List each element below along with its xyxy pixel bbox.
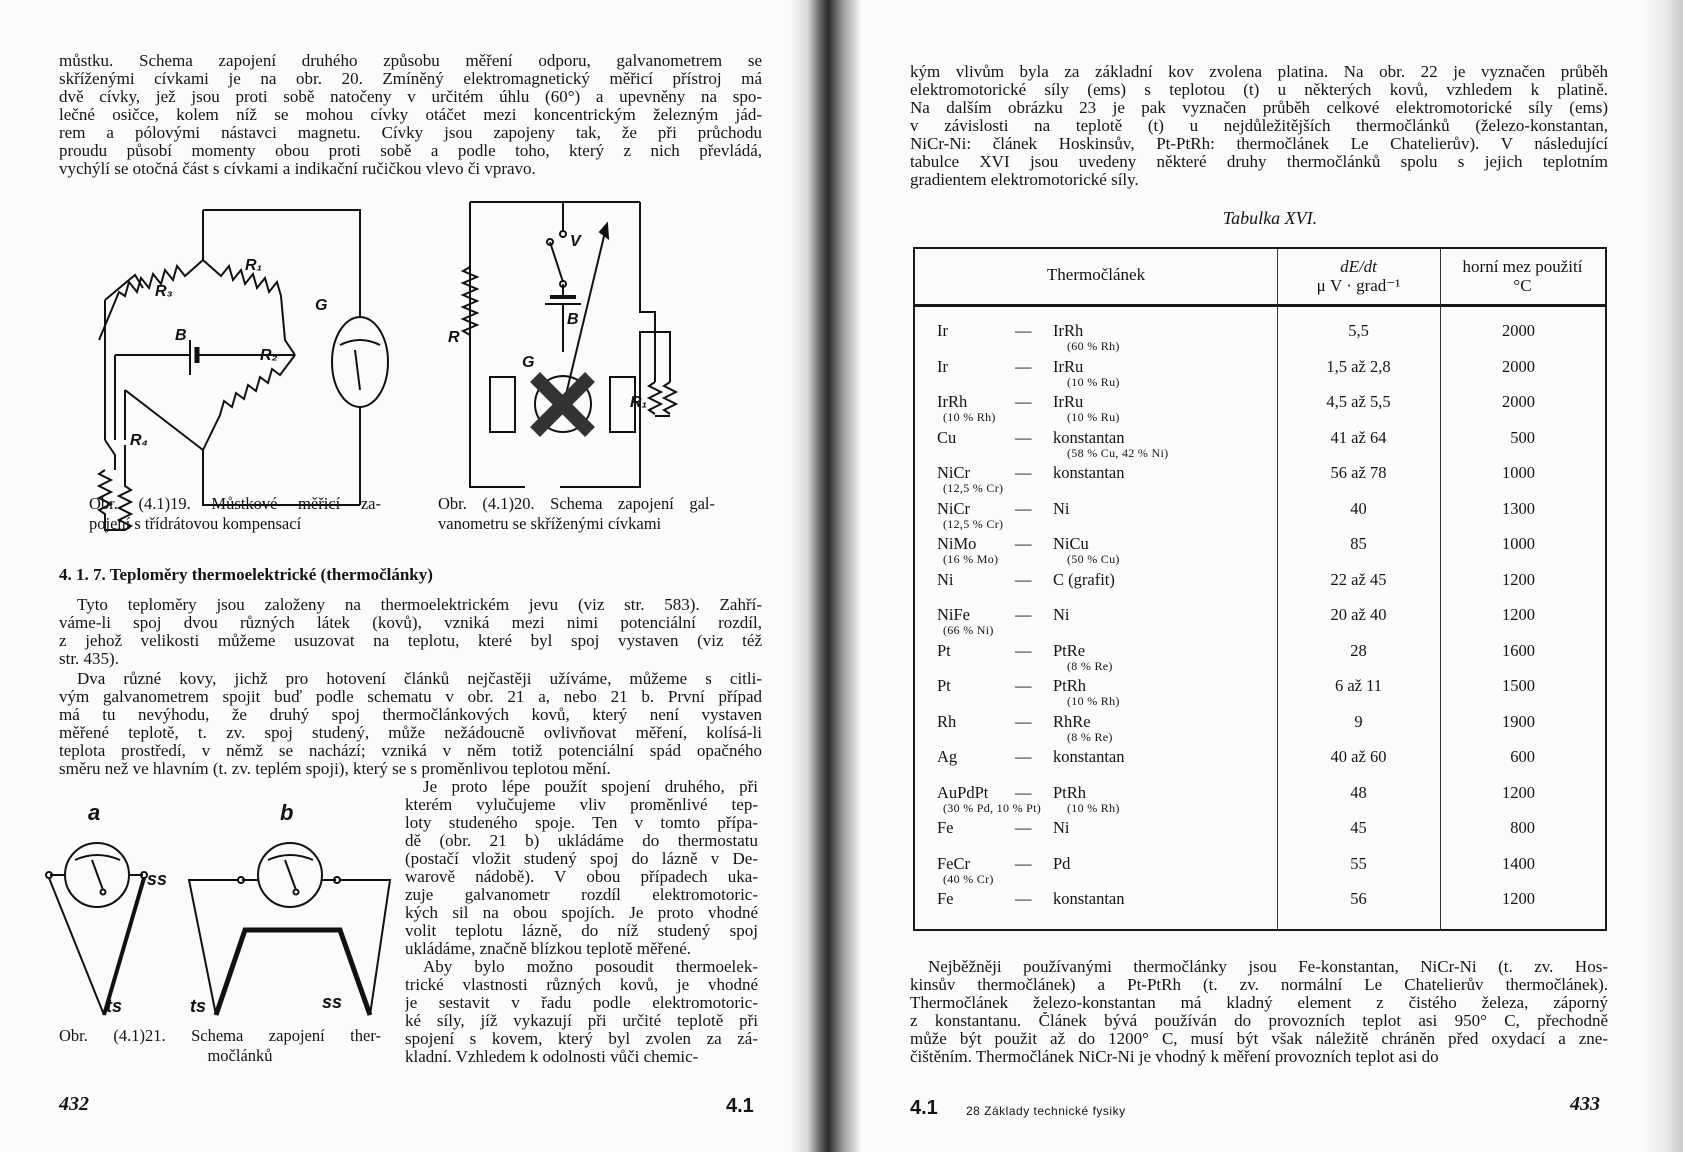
label-r: R: [448, 329, 460, 346]
text-line: z konstantanu. Článek bývá používán do provozních teplot asi 950° C, přechodně: [910, 1012, 1608, 1030]
metal-b-note: (58 % Cu, 42 % Ni): [1067, 445, 1169, 460]
dash: —: [1015, 427, 1032, 447]
text-line: Obr. (4.1)19. Můstkové měřicí za-: [89, 494, 381, 513]
paragraph-1: [59, 596, 762, 668]
text-line: z jehož velikosti můžeme usuzovat na teplotu, které byl spoj vystaven (viz též: [59, 632, 762, 650]
right-outro-paragraph: [910, 958, 1608, 1066]
metal-a: Pt: [937, 640, 951, 660]
metal-b: RhRe: [1053, 711, 1091, 731]
page-edge-shadow: [1643, 0, 1683, 1152]
metal-b-note: (10 % Ru): [1067, 374, 1120, 389]
dash: —: [1015, 356, 1032, 376]
dash: —: [1015, 782, 1032, 802]
max-temp-value: 1400: [1502, 853, 1535, 873]
dedt-value: 55: [1350, 853, 1367, 873]
right-intro-paragraph: [910, 63, 1608, 189]
text-line: je sestavit v řadu podle elektromotoric-: [405, 994, 758, 1012]
text-line: vychýlí se otočná část s cívkami a indikační ručičkou vlevo či vpravo.: [59, 160, 536, 178]
figure-20-caption: [438, 494, 715, 534]
table-row: [915, 321, 1605, 357]
dedt-value: 22 až 45: [1330, 569, 1387, 589]
text-line: gradientem elektromotorické síly.: [910, 171, 1139, 189]
metal-b-note: (50 % Cu): [1067, 552, 1120, 566]
metal-b: NiCu: [1053, 534, 1089, 553]
metal-b: Ni: [1053, 498, 1070, 518]
metal-b: Ni: [1053, 605, 1070, 624]
dash: —: [1015, 711, 1032, 731]
max-temp-value: 1900: [1502, 711, 1535, 731]
table-row: [915, 605, 1605, 641]
text-line: ukládáme, značně blízkou teplotě měřené.: [405, 940, 692, 958]
label-ss-b: ss: [322, 992, 343, 1012]
metal-a-note: (12,5 % Cr): [943, 481, 1004, 495]
header-dedt-line2: μ V · grad⁻¹: [1316, 276, 1401, 295]
dedt-value: 45: [1350, 818, 1367, 837]
metal-a: Fe: [937, 818, 954, 837]
dash: —: [1015, 605, 1032, 624]
text-line: čištěním. Thermočlánek NiCr-Ni je vhodný k měření provozních teplot asi do: [910, 1048, 1439, 1066]
max-temp-value: 1300: [1502, 498, 1535, 518]
text-line: kým vlivům byla za základní kov zvolena platina. Na obr. 22 je vyznačen průběh: [910, 63, 1608, 81]
max-temp-value: 2000: [1502, 321, 1535, 340]
resistor-r2: [203, 355, 295, 450]
dash: —: [1015, 534, 1032, 553]
metal-a: Fe: [937, 889, 954, 908]
metal-b: Pd: [1053, 853, 1071, 873]
text-line: směru než ve hlavním (t. zv. teplém spoji), který se s proměnlivou teplotou mění.: [59, 760, 611, 778]
metal-b-note: (60 % Rh): [1067, 339, 1120, 353]
galvanometer-g: [332, 317, 388, 407]
metal-a: NiCr: [937, 498, 970, 518]
max-temp-value: 1000: [1502, 534, 1535, 553]
dedt-value: 56: [1350, 889, 1367, 908]
metal-a: Ir: [937, 356, 948, 376]
text-line: spojení s kovem, který byl zvolen za zá-: [405, 1030, 758, 1048]
dedt-value: 40: [1350, 498, 1367, 518]
figure-20-crossed-coil-galvanometer: [448, 202, 720, 492]
max-temp-value: 1500: [1502, 676, 1535, 695]
metal-b: PtRh: [1053, 676, 1087, 695]
text-line: měřené teplotě, t. zv. spoj studený, může nežádoucně ovlivňovat měření, kolísá-li: [59, 724, 762, 742]
label-g: G: [315, 297, 328, 314]
text-line: kých sil na obou spojích. Je proto vhodné: [405, 904, 758, 922]
text-line: str. 435).: [59, 650, 119, 668]
text-line: volit teplotu lázně, do níž studený spoj: [405, 922, 758, 940]
text-line: kterém vylučujeme vliv proměnlivé tep-: [405, 796, 758, 814]
metal-b: IrRu: [1053, 356, 1084, 376]
metal-b: Ni: [1053, 818, 1070, 837]
dedt-value: 40 až 60: [1330, 747, 1387, 766]
dash: —: [1015, 463, 1032, 482]
text-line: močlánků: [207, 1046, 273, 1065]
header-dedt: [1277, 257, 1440, 295]
text-line: můstku. Schema zapojení druhého způsobu měření odporu, galvanometrem se: [59, 52, 762, 70]
metal-b: C (grafit): [1053, 569, 1115, 589]
metal-b: konstantan: [1053, 463, 1125, 482]
label-b: B: [175, 327, 187, 344]
book-spine-shadow: [790, 0, 860, 1152]
figure-19-bridge-circuit: [85, 200, 445, 490]
text-line: warově nádobě). V obou případech uka-: [405, 868, 758, 886]
text-line: lečné osičce, kolem níž se mohou cívky otáčet mezi koncentrickým železným jád-: [59, 106, 762, 124]
metal-b-note: (10 % Rh): [1067, 694, 1120, 708]
text-line: Tyto teploměry jsou založeny na thermoelektrickém jevu (viz str. 583). Zahří-: [77, 596, 762, 614]
table-row: [915, 570, 1605, 606]
dedt-value: 41 až 64: [1330, 427, 1387, 447]
header-thermocouple: Thermočlánek: [1046, 265, 1146, 284]
max-temp-value: 800: [1510, 818, 1535, 837]
max-temp-value: 1200: [1502, 605, 1535, 624]
figure-19-caption: [89, 494, 381, 534]
label-ts-a: ts: [106, 996, 123, 1016]
text-line: vým galvanometrem spojit buď podle schematu v obr. 21 a, nebo 21 b. První případ: [59, 688, 762, 706]
text-line: Je proto lépe použít spojení druhého, při: [423, 778, 758, 796]
metal-a: Ir: [937, 321, 948, 340]
text-line: (postačí vložit studený spoj do lázně v De-: [405, 850, 758, 868]
text-line: rem a pólovými nástavci magnetu. Cívky jsou zapojeny tak, že při průchodu: [59, 124, 762, 142]
metal-a: FeCr: [937, 853, 970, 873]
left-intro-paragraph: [59, 52, 762, 178]
paragraph-column: [405, 778, 758, 1066]
label-b: B: [567, 311, 579, 328]
dash: —: [1015, 818, 1032, 837]
table-row: [915, 889, 1605, 925]
dedt-value: 4,5 až 5,5: [1326, 392, 1391, 411]
max-temp-value: 500: [1510, 427, 1535, 447]
label-r1: R₁: [630, 394, 648, 411]
text-line: Dva různé kovy, jichž pro hotovení článků nejčastěji užíváme, můžeme s citli-: [77, 670, 762, 688]
dedt-value: 1,5 až 2,8: [1326, 356, 1391, 376]
figure-21-thermocouple-schemes: [40, 790, 400, 1030]
dash: —: [1015, 853, 1032, 873]
metal-b: konstantan: [1053, 427, 1125, 447]
label-r3: R₃: [155, 283, 173, 300]
text-line: kladní. Vzhledem k odolnosti vůči chemic-: [405, 1048, 699, 1066]
metal-b: IrRu: [1053, 392, 1084, 411]
metal-a-note: (10 % Rh): [943, 410, 996, 424]
text-line: v závislosti na teplotě (t) u nejdůležitějších thermočlánků (železo-konstantan,: [910, 117, 1608, 135]
metal-b: konstantan: [1053, 747, 1125, 766]
text-line: NiCr-Ni: článek Hoskinsův, Pt-PtRh: thermočlánek Le Chatelierův). V následující: [910, 135, 1608, 153]
dedt-value: 20 až 40: [1330, 605, 1387, 624]
metal-a: Cu: [937, 427, 957, 447]
text-line: Na dalším obrázku 23 je pak vyznačen průběh celkové elektromotorické síly (ems): [910, 99, 1608, 117]
section-mark-left: 4.1: [726, 1095, 754, 1117]
text-line: Aby bylo možno posoudit thermoelek-: [423, 958, 758, 976]
table-row: [915, 392, 1605, 428]
running-footer: 28 Základy technické fysiky: [966, 1104, 1126, 1118]
text-line: kinsův thermočlánek) a Pt-PtRh (t. zv. normální Le Chatelierův thermočlánek).: [910, 976, 1608, 994]
wire: [470, 202, 525, 487]
text-line: skříženými cívkami je na obr. 20. Zmíněný elektromagnetický měřicí přístroj má: [59, 70, 762, 88]
header-dedt-line1: dE/dt: [1340, 257, 1377, 276]
text-line: proudu působí momenty obou proti sobě a podle toho, který z nich převládá,: [59, 142, 762, 160]
metal-a: Ag: [937, 747, 958, 766]
resistor-r1: [203, 260, 295, 355]
text-line: pojení s třídrátovou kompensací: [89, 514, 302, 533]
dedt-value: 5,5: [1348, 321, 1369, 340]
label-g: G: [522, 354, 535, 371]
text-line: váme-li spoj dvou různých látek (kovů), vzniká mezi nimi potenciální rozdíl,: [59, 614, 762, 632]
text-line: loty studeného spoje. Ten v tomto přípa-: [405, 814, 758, 832]
max-temp-value: 2000: [1502, 356, 1535, 376]
metal-b: IrRh: [1053, 321, 1084, 340]
text-line: elektromotorické síly (ems) s teplotou (t) u některých kovů, vzhledem k platině.: [910, 81, 1608, 99]
header-max-temp: [1440, 257, 1605, 295]
label-b: b: [280, 800, 294, 825]
dedt-value: 6 až 11: [1334, 676, 1383, 695]
text-line: může být použit až do 1200° C, musí být však náležitě chráněn před oxydací a zne-: [910, 1030, 1608, 1048]
dash: —: [1015, 676, 1032, 695]
text-line: zuje galvanometr rozdíl elektromotoric-: [405, 886, 758, 904]
text-line: Nejběžněji používanými thermočlánky jsou Fe-konstantan, NiCr-Ni (t. zv. Hos-: [928, 958, 1608, 976]
metal-a-note: (66 % Ni): [943, 623, 994, 637]
metal-b-note: (10 % Ru): [1067, 410, 1120, 424]
label-r1: R₁: [245, 257, 263, 274]
label-r2: R₂: [260, 347, 278, 364]
max-temp-value: 1000: [1502, 463, 1535, 482]
text-line: má tu nevýhodu, že druhý spoj thermočlánkových kovů, který není vystaven: [59, 706, 762, 724]
text-line: Obr. (4.1)20. Schema zapojení gal-: [438, 494, 715, 513]
table-xvi: [913, 247, 1607, 931]
page-number-left: 432: [59, 1093, 89, 1115]
metal-a: Rh: [937, 711, 957, 731]
paragraph-2: [59, 670, 762, 778]
table-row: [915, 783, 1605, 819]
metal-a: NiFe: [937, 605, 970, 624]
resistor-r3: [99, 260, 203, 340]
table-row: [915, 357, 1605, 393]
metal-a-note: (40 % Cr): [943, 871, 994, 886]
dash: —: [1015, 392, 1032, 411]
dash: —: [1015, 569, 1032, 589]
max-temp-value: 600: [1510, 747, 1535, 766]
metal-b-note: (8 % Re): [1067, 658, 1113, 673]
metal-b-note: (10 % Rh): [1067, 800, 1120, 815]
table-row: [915, 854, 1605, 890]
text-line: teplota prostředí, v němž se nachází; vzniká v něm totiž potenciální spád opačného: [59, 742, 762, 760]
dedt-value: 28: [1350, 640, 1367, 660]
table-caption: Tabulka XVI.: [1222, 208, 1318, 228]
max-temp-value: 1200: [1502, 569, 1535, 589]
table-row: [915, 428, 1605, 464]
label-a: a: [88, 800, 101, 825]
metal-b: PtRe: [1053, 640, 1086, 660]
table-row: [915, 499, 1605, 535]
dedt-value: 48: [1350, 782, 1367, 802]
label-ts-b: ts: [190, 996, 207, 1016]
header-max-line2: °C: [1513, 276, 1532, 295]
metal-b-note: (8 % Re): [1067, 729, 1113, 744]
table-row: [915, 676, 1605, 712]
text-line: tabulce XVI jsou uvedeny některé druhy thermočlánků spolu s jejich teplotním: [910, 153, 1608, 171]
header-max-line1: horní mez použití: [1462, 257, 1583, 276]
text-line: Thermočlánek železo-konstantan má kladný element z čistého železa, záporný: [910, 994, 1608, 1012]
dash: —: [1015, 498, 1032, 518]
metal-a: NiCr: [937, 463, 970, 482]
text-line: vanometru se skříženými cívkami: [438, 514, 662, 533]
max-temp-value: 1200: [1502, 889, 1535, 908]
text-line: dě (obr. 21 b) ukládáme do thermostatu: [405, 832, 758, 850]
resistor-r1: [649, 382, 676, 416]
section-heading: 4. 1. 7. Teploměry thermoelektrické (thermočlánky): [59, 565, 433, 584]
max-temp-value: 1200: [1502, 782, 1535, 802]
max-temp-value: 2000: [1502, 392, 1535, 411]
dedt-value: 56 až 78: [1330, 463, 1387, 482]
page-number-right: 433: [1570, 1093, 1600, 1115]
metal-a: IrRh: [937, 392, 968, 411]
metal-a: AuPdPt: [937, 782, 989, 802]
header-rule: [915, 304, 1605, 307]
table-row: [915, 818, 1605, 854]
metal-b: PtRh: [1053, 782, 1087, 802]
dash: —: [1015, 889, 1032, 908]
table-row: [915, 641, 1605, 677]
metal-b: konstantan: [1053, 889, 1125, 908]
metal-a-note: (12,5 % Cr): [943, 516, 1004, 531]
text-line: dvě cívky, jež jsou proti sobě natočeny v určitém úhlu (60°) a upevněny na spo-: [59, 88, 762, 106]
dedt-value: 85: [1350, 534, 1367, 553]
dash: —: [1015, 321, 1032, 340]
max-temp-value: 1600: [1502, 640, 1535, 660]
metal-a: Pt: [937, 676, 951, 695]
metal-a-note: (30 % Pd, 10 % Pt): [943, 800, 1042, 815]
figure-21-caption: [59, 1026, 381, 1066]
label-ss-a: ss: [147, 869, 168, 889]
table-row: [915, 712, 1605, 748]
text-line: ké síly, jíž vykazují při určité teplotě při: [405, 1012, 758, 1030]
table-row: [915, 534, 1605, 570]
text-line: Obr. (4.1)21. Schema zapojení ther-: [59, 1026, 381, 1045]
section-mark-right: 4.1: [910, 1097, 938, 1119]
metal-a-note: (16 % Mo): [943, 552, 999, 566]
dedt-value: 9: [1354, 711, 1363, 731]
text-line: trické vlastnosti různých kovů, je vhodné: [405, 976, 758, 994]
table-row: [915, 463, 1605, 499]
table-row: [915, 747, 1605, 783]
dash: —: [1015, 640, 1032, 660]
dash: —: [1015, 747, 1032, 766]
label-r4: R₄: [130, 432, 148, 449]
metal-a: Ni: [937, 569, 954, 589]
label-v: V: [570, 233, 581, 250]
metal-a: NiMo: [937, 534, 977, 553]
